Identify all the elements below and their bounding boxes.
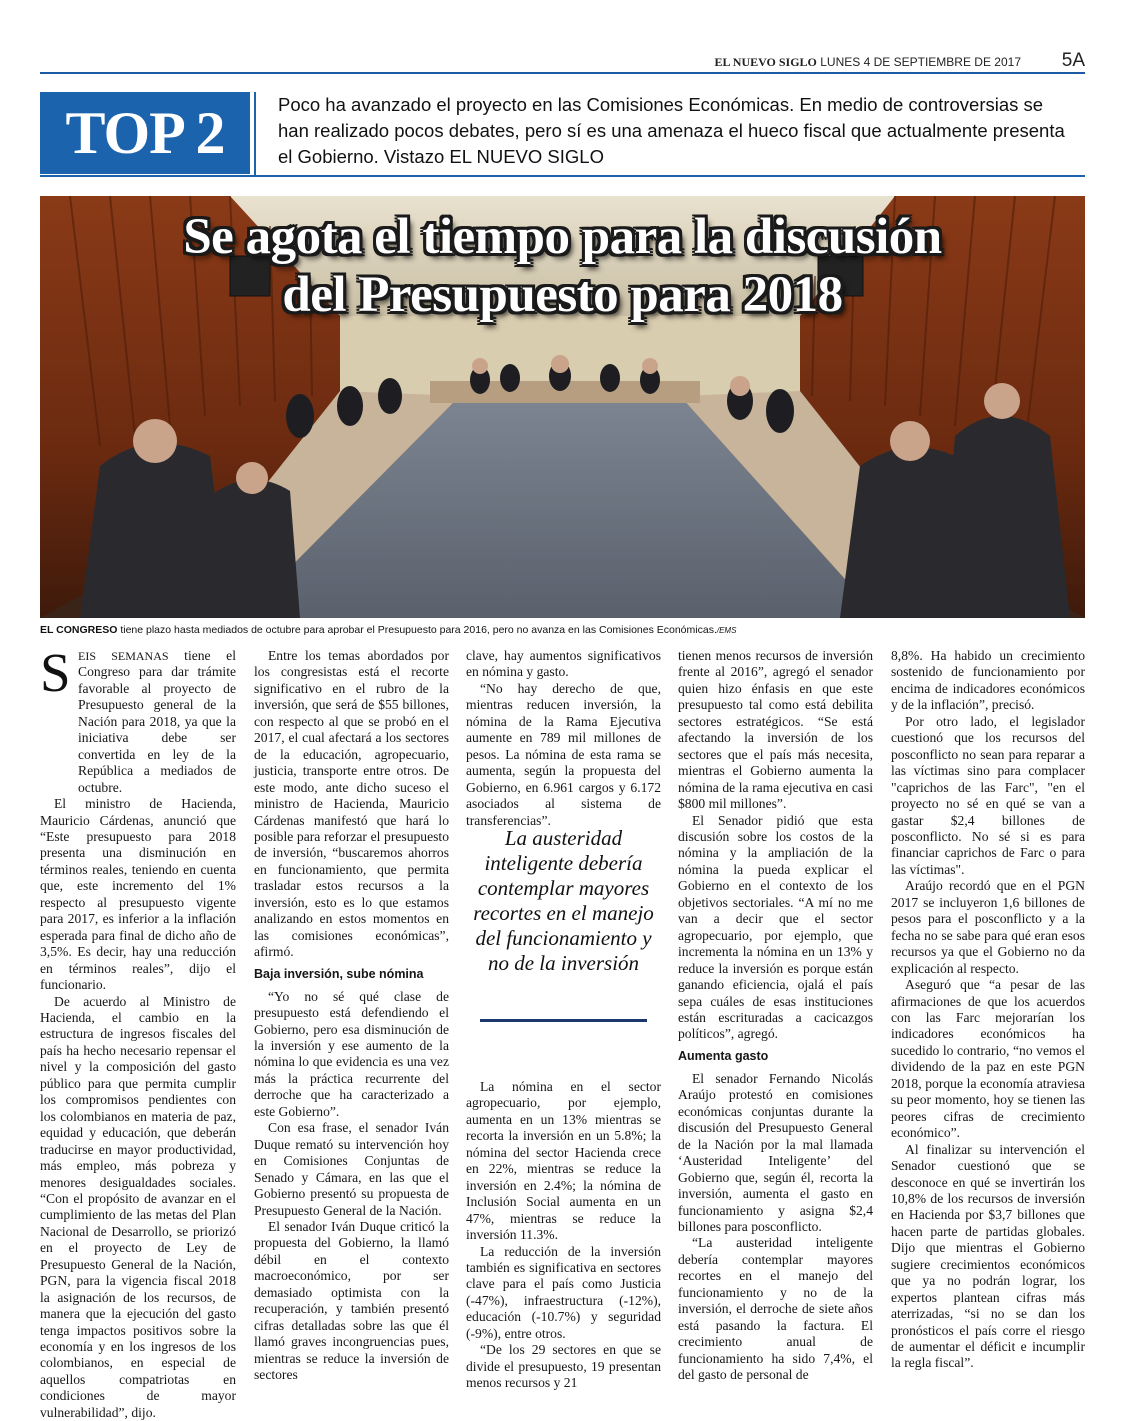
- header-dateline: [714, 55, 1021, 70]
- section-label: TOP 2: [65, 100, 225, 166]
- paragraph: Entre los temas abordados por los congresistas está el recorte significativo en el rubro de la inversión, que será de $55 billones, con respecto al que se probó en el 2017, el cual afectará a los sectores de la educación, agropecuario, justicia, transporte entre otros. De este modo, ante dicho suceso el ministro de Hacienda, Mauricio Cárdenas manifestó que hará lo posible para reforzar el presupuesto de inversión, “buscaremos ahorros en funcionamiento, que permita trasladar estos recursos a la inversión, esto es lo que estamos analizando en estos momentos en las comisiones económicas”, afirmó.: [254, 648, 449, 960]
- issue-date: LUNES 4 DE SEPTIEMBRE DE 2017: [820, 55, 1021, 69]
- article-column-4: [678, 648, 873, 1383]
- paragraph: tienen menos recursos de inversión frente al 2016”, agregó el senador quien hizo énfasis en que este presupuesto tal como está debilita sectores estratégicos. “Se está afectando la inversión de los sectores que el país más necesita, mientras el Gobierno aumenta la nómina de la rama ejecutiva en casi $800 mil millones”.: [678, 648, 873, 812]
- paragraph: Por otro lado, el legislador cuestionó que los recursos del posconflicto no sean para reparar a las víctimas sino para complacer "caprichos de las Farc", "en el proyecto no sé en qué se van a gastar $2,4 billones de posconflicto. No sé si es para financiar caprichos de Farc o para las víctimas".: [891, 713, 1085, 877]
- pull-quote-rule: [480, 1019, 647, 1022]
- paragraph: Con esa frase, el senador Iván Duque remató su intervención hoy en Comisiones Conjuntas de Senado y Cámara, en las que el Gobierno presentó su propuesta de Presupuesto General de la Nación.: [254, 1120, 449, 1218]
- header-rule: [40, 72, 1085, 74]
- subheading: Aumenta gasto: [678, 1048, 769, 1063]
- paragraph: De acuerdo al Ministro de Hacienda, el cambio en la estructura de ingresos fiscales del país ha hecho necesario repensar el nivel y la composición del gasto público para que permita cumplir los compromisos pendientes con los colombianos en materia de paz, equidad y educación, que deberán traducirse en mayor productividad, más empleo, más pobreza y menores desigualdades sociales. “Con el propósito de avanzar en el cumplimiento de las metas del Plan Nacional de Desarrollo, se priorizó en el proyecto de Ley de Presupuesto General de la Nación, PGN, para la vigencia fiscal 2018 la asignación de los recursos, de manera que la ejecución del gasto tenga impactos positivos sobre la economía y en los ingresos de los colombianos, en especial de aquellos compatriotas en condiciones de mayor vulnerabilidad”, dijo.: [40, 993, 236, 1420]
- paragraph: “No hay derecho de que, mientras reducen inversión, la nómina de la Rama Ejecutiva aumente en 789 mil millones de pesos. La nómina de esta rama se aumenta, según la propuesta del Gobierno, en 6.961 cargos y 6.172 asociados al sistema de transferencias”.: [466, 680, 661, 828]
- paragraph: El Senador pidió que esta discusión sobre los costos de la nómina y la ampliación de la nómina la pueda explicar el Gobierno en el contexto de los objetivos sectoriales. “A mí no me van a decir que el sector agropecuario, por ejemplo, que incrementa la nómina en un 13% y reduce la inversión es porque están ganando eficiencia, ojalá el país sepa cuáles de esas instituciones están escrituradas a cacicazgos políticos”, agregó.: [678, 812, 873, 1042]
- paragraph: El senador Iván Duque criticó la propuesta del Gobierno, la llamó débil en el contexto macroeconómico, por ser demasiado optimista con la recuperación, y también presentó cifras detalladas sobre las que él llamó graves incongruencias pues, mientras se reduce la inversión de sectores: [254, 1218, 449, 1383]
- caption-text: tiene plazo hasta mediados de octubre para aprobar el Presupuesto para 2016, pero no avanza en las Comisiones Económicas.: [117, 624, 717, 636]
- intro-text: Poco ha avanzado el proyecto en las Comisiones Económicas. En medio de controversias se han realizado pocos debates, pero sí es una amenaza el hueco fiscal que actualmente presenta el Gobierno. Vistazo EL NUEVO SIGLO: [278, 94, 1065, 167]
- lead-in: EIS SEMANAS: [78, 649, 169, 663]
- paragraph: La nómina en el sector agropecuario, por ejemplo, aumenta en un 13% mientras se recorta la inversión en un 5.8%; la nómina del sector Hacienda crece en 22%, mientras se reduce la inversión en 2.4%; la nómina de Inclusión Social aumenta en un 47%, mientras se reduce la inversión 11.3%.: [466, 1078, 661, 1243]
- subheading: Baja inversión, sube nómina: [254, 966, 424, 981]
- paragraph: Al finalizar su intervención el Senador cuestionó que se desconoce en qué se invertirán los 10,8% de los recursos de inversión en Hacienda por $3,7 billones que hacen parte de partidas globales. Dijo que mientras el Gobierno sugiere crecimientos económicos que ya no podrán lograr, los expertos plantean cifras más aterrizadas, “si no se dan los pronósticos el país corre el riesgo de aumentar el déficit e incumplir la regla fiscal”.: [891, 1141, 1085, 1371]
- section-label-box: [40, 92, 250, 174]
- drop-cap: S: [40, 642, 71, 703]
- section-divider: [254, 92, 256, 175]
- paragraph: La reducción de la inversión también es significativa en sectores clave para el país como Justicia (-47%), infraestructura (-12%), educación (-10.7%) y seguridad (-9%), entre otros.: [466, 1243, 661, 1341]
- paragraph: “La austeridad inteligente debería contemplar mayores recortes en el manejo del funcionamiento y no de la inversión, el derroche de siete años está pasando la factura. El crecimiento anual de funcionamiento ha sido 7,4%, el del gasto de personal de: [678, 1235, 873, 1383]
- paragraph: El ministro de Hacienda, Mauricio Cárdenas, anunció que “Este presupuesto para 2018 presenta una disminución en términos reales, teniendo en cuenta que, este incremento del 1% respecto al presupuesto vigente para 2017, es inferior a la inflación esperada para final de dicho año de 3,5%. Es decir, hay una reducción en términos reales”, dijo el funcionario.: [40, 796, 236, 993]
- paragraph: “De los 29 sectores en que se divide el presupuesto, 19 presentan menos recursos y 21: [466, 1342, 661, 1391]
- paragraph: clave, hay aumentos significativos en nómina y gasto.: [466, 648, 661, 680]
- paragraph: 8,8%. Ha habido un crecimiento sostenido de funcionamiento por encima de indicadores económicos y de la inflación”, precisó.: [891, 648, 1085, 713]
- headline-line-2: del Presupuesto para 2018: [282, 267, 843, 323]
- caption-lead: EL CONGRESO: [40, 624, 118, 636]
- paragraph: El senador Fernando Nicolás Araújo protestó en comisiones económicas conjuntas durante la discusión del Presupuesto General de la Nación por la mal llamada ‘Austeridad Inteligente’ del Gobierno que, según él, recorta la inversión, aumenta el gasto en funcionamiento y asigna $2,4 billones para posconflicto.: [678, 1070, 873, 1234]
- article-column-1: [40, 642, 236, 1421]
- headline-line-1: Se agota el tiempo para la discusión: [183, 209, 942, 265]
- newspaper-name: EL NUEVO SIGLO: [714, 55, 817, 69]
- article-column-5: [891, 648, 1085, 1372]
- photo-credit: /EMS: [716, 626, 737, 635]
- article-column-2: [254, 648, 449, 1383]
- paragraph: Aseguró que “a pesar de las afirmaciones de que los acuerdos con las Farc mejorarían los indicadores económicos ha sucedido lo contrario, “no vemos el dividendo de la paz en este PGN 2018, porque la economía atraviesa su peor momento, hoy se tienen las peores cifras de crecimiento económico”.: [891, 977, 1085, 1141]
- headline: [40, 208, 1085, 324]
- pull-quote: La austeridad inteligente debería contemplar mayores recortes en el manejo del funcionamiento y no de la inversión: [473, 826, 654, 975]
- photo-caption: [40, 624, 1085, 636]
- opening-paragraph: [40, 642, 236, 796]
- section-rule: [40, 175, 1085, 177]
- opening-text: tiene el Congreso para dar trámite favorable al proyecto de Presupuesto general de la Nación para 2018, ya que la iniciativa debe ser convertida en ley de la República a mediados de octubre.: [78, 648, 236, 795]
- paragraph: Araújo recordó que en el PGN 2017 se incluyeron 1,6 billones de pesos para el posconflicto y a la fecha no se sabe para qué eran esos recursos ya que el Gobierno no da explicación al respecto.: [891, 878, 1085, 976]
- page-header: [40, 52, 1085, 74]
- paragraph: “Yo no sé qué clase de presupuesto está defendiendo el Gobierno, pero esa disminución de la inversión y ese aumento de la nómina lo que evidencia es una vez más la práctica recurrente del derroche que ha caracterizado a este Gobierno”.: [254, 988, 449, 1119]
- page-number: 5A: [1061, 50, 1085, 71]
